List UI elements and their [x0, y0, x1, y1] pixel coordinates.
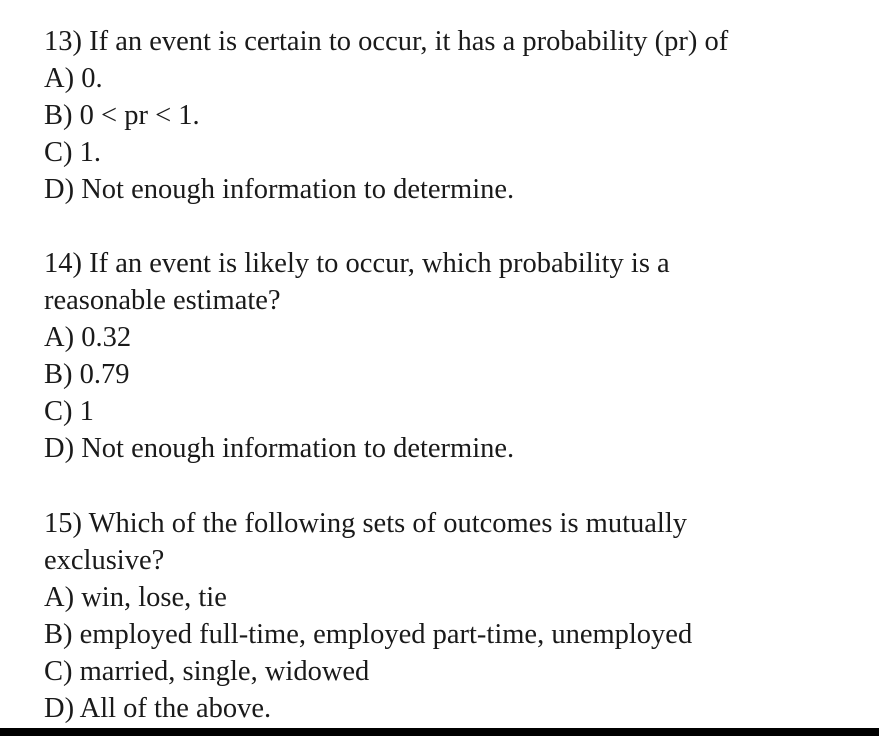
question-stem-continued: exclusive? [44, 545, 165, 576]
question-stem-continued: reasonable estimate? [44, 285, 281, 316]
option-c: C) 1. [44, 137, 101, 168]
question-stem: 13) If an event is certain to occur, it has a probability (pr) of [44, 26, 729, 57]
question-13 [44, 23, 864, 208]
question-14 [44, 245, 864, 467]
option-b: B) employed full-time, employed part-time, unemployed [44, 619, 693, 650]
option-b: B) 0.79 [44, 359, 130, 390]
option-a: A) 0. [44, 63, 103, 94]
option-c: C) 1 [44, 396, 94, 427]
question-stem: 15) Which of the following sets of outcomes is mutually [44, 508, 688, 539]
option-c: C) married, single, widowed [44, 656, 370, 687]
question-15 [44, 505, 864, 727]
bottom-border [0, 728, 879, 736]
question-stem: 14) If an event is likely to occur, which probability is a [44, 248, 670, 279]
option-d: D) Not enough information to determine. [44, 433, 515, 464]
option-d: D) Not enough information to determine. [44, 174, 515, 205]
option-d: D) All of the above. [44, 693, 272, 724]
option-b: B) 0 < pr < 1. [44, 100, 200, 131]
option-a: A) win, lose, tie [44, 582, 227, 613]
option-a: A) 0.32 [44, 322, 132, 353]
